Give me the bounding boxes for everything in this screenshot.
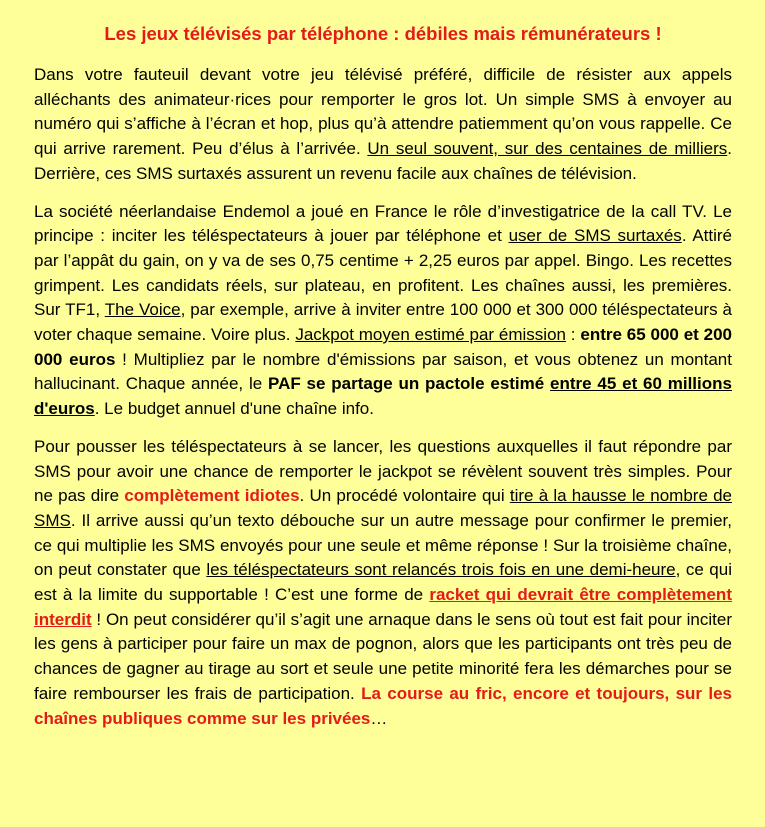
text: . Un procédé volontaire qui — [299, 486, 510, 506]
paragraph-3 — [34, 435, 732, 731]
text: . Le budget annuel d'une chaîne info. — [94, 399, 374, 419]
underlined-text: Un seul souvent, sur des centaines de milliers — [367, 139, 728, 159]
text: , par exemple, arrive à inviter entre 100 000 et 300 000 téléspectateurs à voter chaque semaine. Voire plus. — [34, 300, 733, 345]
text: ! Multipliez par le nombre d'émissions par saison, et vous obtenez un montant hallucinant. Chaque année, le — [34, 349, 732, 394]
underlined-text: les téléspectateurs sont relancés trois fois en une demi-heure — [206, 560, 676, 580]
red-bold-text: complètement idiotes — [124, 486, 300, 506]
red-bold-underlined-text: racket qui devrait être complètement interdit — [34, 585, 732, 629]
text: . Il arrive aussi qu’un texto débouche sur un autre message pour confirmer le premier, ce qui multiplie les SMS envoyés pour une seule et même réponse ! Sur la troisième chaîne, on peut constater que — [34, 510, 732, 580]
text: : — [565, 325, 581, 345]
text: . Derrière, ces SMS surtaxés assurent un revenu facile aux chaînes de télévision. — [34, 139, 732, 183]
underlined-text: user de SMS surtaxés — [508, 226, 682, 246]
text: . Attiré par l’appât du gain, on y va de ses 0,75 centime + 2,25 euros par appel. Bingo. Les recettes grimpent. Les candidats réels, sur plateau, en profitent. Les chaînes aussi, les premières. Sur TF1, — [34, 226, 732, 320]
text: Dans votre fauteuil devant votre jeu télévisé préféré, difficile de résister aux appels alléchants des animateur·rices pour remporter le gros lot. Un simple SMS à envoyer au numéro qui s’affiche à l’écran et hop, plus qu’à attendre patiemment qu’on vous rappelle. Ce qui arrive rarement. Peu d’élus à l’arrivée. — [34, 65, 732, 159]
text: … — [370, 708, 388, 728]
text: ! On peut considérer qu’il s’agit une arnaque dans le sens où tout est fait pour inciter les gens à participer pour faire un max de pognon, alors que les participants ont très peu de chances de gagner au tirage au sort et seule une petite minorité fera les démarches pour se faire rembourser les frais de participation. — [34, 609, 732, 703]
underlined-text: Jackpot moyen estimé par émission — [295, 325, 566, 345]
text: Pour pousser les téléspectateurs à se lancer, les questions auxquelles il faut répondre par SMS pour avoir une chance de remporter le jackpot se révèlent souvent très simples. Pour ne pas dire — [34, 436, 732, 506]
bold-underlined-text: entre 45 et 60 millions d'euros — [34, 374, 732, 419]
paragraph-1 — [34, 63, 732, 187]
paragraph-2 — [34, 200, 732, 422]
bold-text: PAF se partage un pactole estimé — [268, 374, 551, 394]
underlined-text: The Voice — [104, 300, 181, 320]
red-bold-text: La course au fric, encore et toujours, sur les chaînes publiques comme sur les privées — [34, 683, 732, 728]
underlined-text: tire à la hausse le nombre de SMS — [34, 486, 733, 530]
text: , ce qui est à la limite du supportable ! C’est une forme de — [34, 560, 732, 605]
text: La société néerlandaise Endemol a joué en France le rôle d’investigatrice de la call TV. Le principe : inciter les téléspectateurs à jouer par téléphone et — [34, 201, 732, 246]
article-title: Les jeux télévisés par téléphone : débiles mais rémunérateurs ! — [104, 23, 662, 44]
bold-text: entre 65 000 et 200 000 euros — [34, 325, 733, 369]
